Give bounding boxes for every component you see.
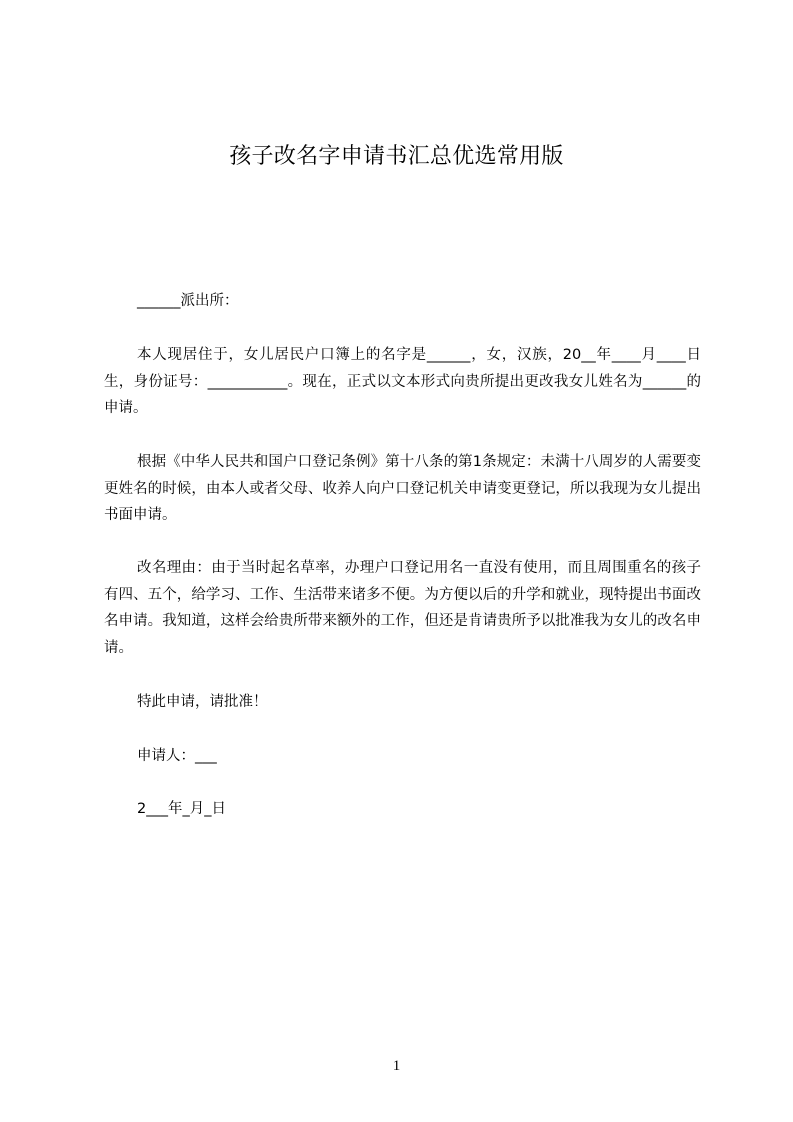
document-title: 孩子改名字申请书汇总优选常用版 (229, 144, 564, 169)
salutation: ______派出所： (137, 293, 239, 309)
closing-line: 特此申请，请批准！ (137, 694, 268, 710)
applicant-line: 申请人：___ (137, 748, 217, 764)
paragraph-legal-basis: 根据《中华人民共和国户口登记条例》第十八条的第1条规定：未满十八周岁的人需要变更姓名的时候，由本人或者父母、收养人向户口登记机关申请变更登记，所以我现为女儿提出书面申请。 (104, 454, 701, 523)
page-number: 1 (392, 1058, 401, 1074)
paragraph-reason: 改名理由：由于当时起名草率，办理户口登记用名一直没有使用，而且周围重名的孩子有四、五个，给学习、工作、生活带来诸多不便。为方便以后的升学和就业，现特提出书面改名申请。我知道，这样会给贵所带来额外的工作，但还是肯请贵所予以批准我为女儿的改名申请。 (104, 560, 701, 656)
paragraph-applicant-info: 本人现居住于，女儿居民户口簿上的名字是______，女，汉族，20__年____月____日生，身份证号：___________。现在，正式以文本形式向贵所提出更改我女儿姓名为______的申请。 (104, 347, 701, 416)
date-line: 2___年_月_日 (137, 801, 226, 817)
